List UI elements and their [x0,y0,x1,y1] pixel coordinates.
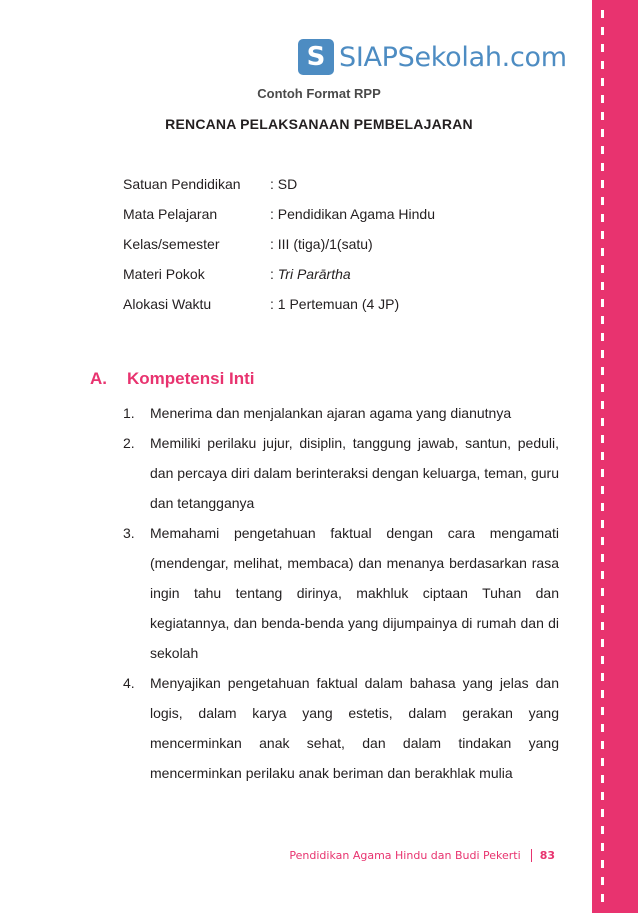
identity-row [123,236,435,266]
list-item-number: 2. [123,435,135,451]
page-title: RENCANA PELAKSANAAN PEMBELAJARAN [165,116,473,132]
section-title: Kompetensi Inti [127,369,255,388]
footer-divider [531,849,532,862]
identity-label: Materi Pokok [123,266,205,282]
identity-row [123,206,435,236]
identity-label: Mata Pelajaran [123,206,218,222]
identity-label: Kelas/semester [123,236,220,252]
competency-list [123,398,559,788]
section-heading [90,369,255,389]
list-item-text: Menerima dan menjalankan ajaran agama yang dianutnya [150,405,512,421]
list-item [123,668,559,788]
list-item [123,398,559,428]
doc-kind: Contoh Format RPP [257,86,381,101]
identity-value [270,266,351,296]
list-item-text: Memiliki perilaku jujur, disiplin, tanggung jawab, santun, peduli, dan percaya diri dalam berinteraksi dengan keluarga, teman, guru dan tetangganya [150,435,559,511]
identity-row [123,176,435,206]
identity-value: : 1 Pertemuan (4 JP) [270,296,400,312]
list-item-number: 4. [123,675,135,691]
watermark-logo [298,35,567,79]
identity-value: : III (tiga)/1(satu) [270,236,373,252]
identity-value-prefix: : [270,266,278,282]
list-item-number: 3. [123,525,135,541]
identity-value: : SD [270,176,298,192]
identity-label: Alokasi Waktu [123,296,212,312]
section-letter: A. [90,369,107,388]
list-item-number: 1. [123,405,135,421]
identity-label: Satuan Pendidikan [123,176,241,192]
watermark-text: SIAPSekolah.com [339,41,567,73]
identity-table [123,176,435,326]
page-number: 83 [539,849,555,862]
page-footer [289,849,555,862]
watermark-badge: S [298,39,334,75]
identity-value-italic: Tri Parārtha [277,266,351,282]
list-item-text: Memahami pengetahuan faktual dengan cara mengamati (mendengar, melihat, membaca) dan menanya berdasarkan rasa ingin tahu tentang dirinya, makhluk ciptaan Tuhan dan kegiatannya, dan benda-benda yang dijumpainya di rumah dan di sekolah [150,525,559,661]
identity-row [123,296,435,326]
footer-book-title: Pendidikan Agama Hindu dan Budi Pekerti [289,849,521,862]
side-dashed-line [601,10,604,905]
list-item [123,428,559,518]
list-item [123,518,559,668]
side-decor-band [592,0,638,913]
identity-value: : Pendidikan Agama Hindu [270,206,435,222]
list-item-text: Menyajikan pengetahuan faktual dalam bahasa yang jelas dan logis, dalam karya yang estetis, dalam gerakan yang mencerminkan anak sehat, dan dalam tindakan yang mencerminkan perilaku anak beriman dan berakhlak mulia [150,675,559,781]
identity-row [123,266,435,296]
